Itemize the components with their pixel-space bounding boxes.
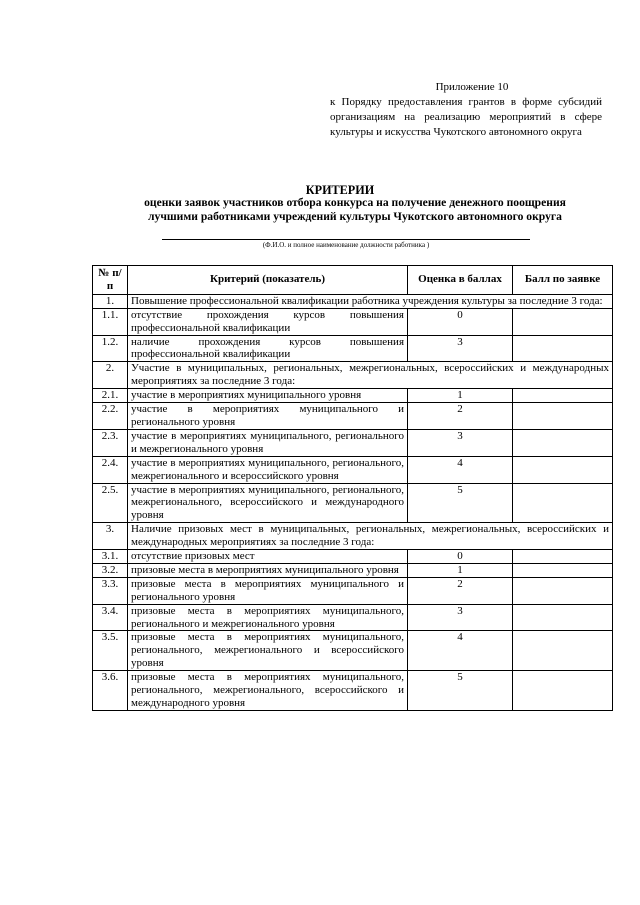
row-number: 1. bbox=[93, 294, 128, 308]
score-value: 4 bbox=[408, 631, 513, 671]
row-number: 2.4. bbox=[93, 456, 128, 483]
table-group-row bbox=[93, 523, 613, 550]
score-value: 5 bbox=[408, 483, 513, 523]
table-row bbox=[93, 483, 613, 523]
criterion-text: участие в мероприятиях муниципального и регионального уровня bbox=[128, 403, 408, 430]
criteria-table bbox=[92, 265, 613, 711]
application-score-cell[interactable] bbox=[513, 308, 613, 335]
row-number: 3.1. bbox=[93, 550, 128, 564]
criterion-group-text: Повышение профессиональной квалификации работника учреждения культуры за последние 3 года: bbox=[128, 294, 613, 308]
table-row bbox=[93, 429, 613, 456]
criterion-group-text: Наличие призовых мест в муниципальных, региональных, межрегиональных, всероссийских и международных мероприятиях за последние 3 года: bbox=[128, 523, 613, 550]
score-value: 0 bbox=[408, 550, 513, 564]
score-value: 3 bbox=[408, 604, 513, 631]
application-score-cell[interactable] bbox=[513, 577, 613, 604]
criterion-text: отсутствие призовых мест bbox=[128, 550, 408, 564]
appendix-block bbox=[330, 80, 602, 140]
row-number: 3. bbox=[93, 523, 128, 550]
application-score-cell[interactable] bbox=[513, 563, 613, 577]
row-number: 1.1. bbox=[93, 308, 128, 335]
score-value: 1 bbox=[408, 389, 513, 403]
row-number: 3.5. bbox=[93, 631, 128, 671]
application-score-cell[interactable] bbox=[513, 631, 613, 671]
table-row bbox=[93, 604, 613, 631]
criterion-text: призовые места в мероприятиях муниципального уровня bbox=[128, 563, 408, 577]
table-row bbox=[93, 563, 613, 577]
document-subtitle-line-2: лучшими работниками учреждений культуры Чукотского автономного округа bbox=[148, 210, 562, 223]
application-score-cell[interactable] bbox=[513, 335, 613, 362]
row-number: 2.3. bbox=[93, 429, 128, 456]
row-number: 3.4. bbox=[93, 604, 128, 631]
document-title: КРИТЕРИИ bbox=[305, 183, 375, 197]
row-number: 2. bbox=[93, 362, 128, 389]
criteria-table-body bbox=[93, 294, 613, 710]
application-score-cell[interactable] bbox=[513, 429, 613, 456]
application-score-cell[interactable] bbox=[513, 389, 613, 403]
score-value: 5 bbox=[408, 671, 513, 711]
table-row bbox=[93, 335, 613, 362]
appendix-body: к Порядку предоставления грантов в форме субсидий организациям на реализацию мероприятий в сфере культуры и искусства Чукотского автономного округа bbox=[330, 96, 602, 138]
table-row bbox=[93, 631, 613, 671]
row-number: 1.2. bbox=[93, 335, 128, 362]
score-value: 2 bbox=[408, 403, 513, 430]
application-score-cell[interactable] bbox=[513, 403, 613, 430]
application-score-cell[interactable] bbox=[513, 456, 613, 483]
row-number: 2.5. bbox=[93, 483, 128, 523]
row-number: 3.2. bbox=[93, 563, 128, 577]
row-number: 2.2. bbox=[93, 403, 128, 430]
table-row bbox=[93, 577, 613, 604]
score-value: 4 bbox=[408, 456, 513, 483]
application-score-cell[interactable] bbox=[513, 604, 613, 631]
criterion-text: участие в мероприятиях муниципального, регионального, межрегионального и всероссийского уровня bbox=[128, 456, 408, 483]
application-score-cell[interactable] bbox=[513, 671, 613, 711]
score-value: 3 bbox=[408, 335, 513, 362]
criterion-group-text: Участие в муниципальных, региональных, межрегиональных, всероссийских и международных мероприятиях за последние 3 года: bbox=[128, 362, 613, 389]
table-row bbox=[93, 550, 613, 564]
score-value: 3 bbox=[408, 429, 513, 456]
application-score-cell[interactable] bbox=[513, 550, 613, 564]
criterion-text: наличие прохождения курсов повышения профессиональной квалификации bbox=[128, 335, 408, 362]
header-score: Оценка в баллах bbox=[408, 266, 513, 295]
row-number: 2.1. bbox=[93, 389, 128, 403]
document-subtitle-line-1: оценки заявок участников отбора конкурса на получение денежного поощрения bbox=[144, 196, 566, 209]
score-value: 2 bbox=[408, 577, 513, 604]
table-row bbox=[93, 403, 613, 430]
table-row bbox=[93, 671, 613, 711]
criterion-text: призовые места в мероприятиях муниципального, регионального, межрегионального, всероссийского и международного уровня bbox=[128, 671, 408, 711]
criterion-text: призовые места в мероприятиях муниципального и регионального уровня bbox=[128, 577, 408, 604]
table-row bbox=[93, 308, 613, 335]
score-value: 0 bbox=[408, 308, 513, 335]
row-number: 3.6. bbox=[93, 671, 128, 711]
criterion-text: участие в мероприятиях муниципального, регионального, межрегионального, всероссийского и международного уровня bbox=[128, 483, 408, 523]
application-score-cell[interactable] bbox=[513, 483, 613, 523]
table-group-row bbox=[93, 294, 613, 308]
score-value: 1 bbox=[408, 563, 513, 577]
table-row bbox=[93, 389, 613, 403]
header-criterion: Критерий (показатель) bbox=[128, 266, 408, 295]
header-number: № п/п bbox=[93, 266, 128, 295]
criterion-text: призовые места в мероприятиях муниципального, регионального, межрегионального и всероссийского уровня bbox=[128, 631, 408, 671]
header-application-score: Балл по заявке bbox=[513, 266, 613, 295]
criterion-text: участие в мероприятиях муниципального уровня bbox=[128, 389, 408, 403]
row-number: 3.3. bbox=[93, 577, 128, 604]
criterion-text: отсутствие прохождения курсов повышения профессиональной квалификации bbox=[128, 308, 408, 335]
criterion-text: участие в мероприятиях муниципального, регионального и межрегионального уровня bbox=[128, 429, 408, 456]
appendix-title: Приложение 10 bbox=[435, 81, 509, 93]
table-row bbox=[93, 456, 613, 483]
criterion-text: призовые места в мероприятиях муниципального, регионального и межрегионального уровня bbox=[128, 604, 408, 631]
table-header-row bbox=[93, 266, 613, 295]
fio-caption: (Ф.И.О. и полное наименование должности работника ) bbox=[262, 241, 430, 249]
table-group-row bbox=[93, 362, 613, 389]
